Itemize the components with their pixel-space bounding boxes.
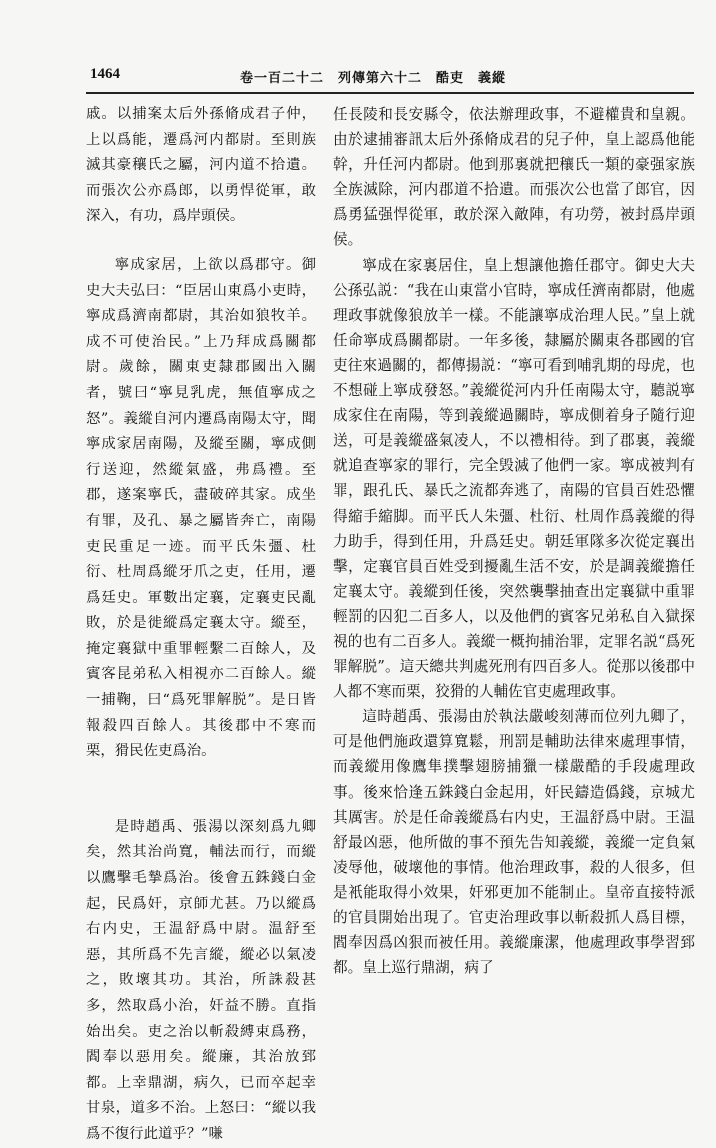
translation-text-column	[333, 102, 695, 980]
page-header	[90, 66, 690, 88]
header-rule	[86, 92, 694, 94]
page-number: 1464	[90, 66, 120, 82]
translation-paragraph: 這時趙禹、張湯由於執法嚴峻刻薄而位列九卿了，可是他們施政還算寬鬆，刑罰是輔助法律來處理事情，而義縱用像鷹隼撲擊翅膀捕獵一樣嚴酷的手段處理政事。後來恰逢五銖錢白金起用，奸民鑄造僞錢，京城尤其厲害。於是任命義縱爲右内史，王温舒爲中尉。王温舒最凶惡，他所做的事不預先告知義縱，義縱一定負氣凌辱他，破壞他的事情。他治理政事，殺的人很多，但是衹能取得小效果，奸邪更加不能制止。皇帝直接特派的官員開始出現了。官吏治理政事以斬殺抓人爲目標，閻奉因爲凶狠而被任用。義縱廉潔，他處理政事學習郅都。皇上巡行鼎湖，病了	[333, 708, 695, 977]
classical-text-column	[86, 102, 316, 1148]
classical-paragraph: 是時趙禹、張湯以深刻爲九卿矣，然其治尚寬，輔法而行，而縱以鷹擊毛摯爲治。後會五銖錢白金起，民爲奸，京師尤甚。乃以縱爲右内史，王温舒爲中尉。温舒至惡，其所爲不先言縱，縱必以氣凌之，敗壞其功。其治，所誅殺甚多，然取爲小治，奸益不勝。直指始出矣。吏之治以斬殺縛束爲務，閻奉以惡用矣。縱廉，其治放郅都。上幸鼎湖，病久，已而卒起幸甘泉，道多不治。上怒曰：“縱以我爲不復行此道乎？”嗛	[86, 818, 316, 1142]
translation-paragraph: 任長陵和長安縣令，依法辦理政事，不避權貴和皇親。由於逮捕審訊太后外孫脩成君的兒子仲，皇上認爲他能幹，升任河内都尉。他到那裏就把穰氏一類的豪强家族全族滅除，河内郡道不拾遺。而張次公也當了郎官，因爲勇猛强悍從軍，敢於深入敵陣，有功勞，被封爲岸頭侯。	[333, 106, 695, 249]
running-title: 卷一百二十二 列傳第六十二 酷吏 義縱	[240, 71, 507, 86]
classical-paragraph: 戚。以捕案太后外孫脩成君子仲，上以爲能，遷爲河内都尉。至則族滅其豪穰氏之屬，河内道不拾遺。而張次公亦爲郎，以勇悍從軍，敢深入，有功，爲岸頭侯。	[86, 106, 316, 225]
translation-paragraph: 寧成在家裏居住，皇上想讓他擔任郡守。御史大夫公孫弘説：“我在山東當小官時，寧成任濟南都尉，他處理政事就像狼放羊一樣。不能讓寧成治理人民。”皇上就任命寧成爲關都尉。一年多後，隸屬於關東各郡國的官吏往來過關的，都傳揚説：“寧可看到哺乳期的母虎，也不想碰上寧成發怒。”義縱從河内升任南陽太守，聽説寧成家住在南陽，等到義縱過關時，寧成側着身子隨行迎送，可是義縱盛氣凌人，不以禮相待。到了郡裏，義縱就追查寧家的罪行，完全毁滅了他們一家。寧成被判有罪，跟孔氏、暴氏之流都奔逃了，南陽的官員百姓恐懼得縮手縮脚。而平氏人朱彊、杜衍、杜周作爲義縱的得力助手，得到任用，升爲廷史。朝廷軍隊多次從定襄出擊，定襄官員百姓受到擾亂生活不安，於是調義縱擔任定襄太守。義縱到任後，突然襲擊抽查出定襄獄中重罪輕罰的囚犯二百多人，以及他們的賓客兄弟私自入獄探視的也有二百多人。義縱一概拘捕治罪，定罪名説“爲死罪解脱”。這天總共判處死刑有四百多人。從那以後郡中人都不寒而栗，狡猾的人輔佐官吏處理政事。	[333, 256, 695, 701]
classical-paragraph: 寧成家居，上欲以爲郡守。御史大夫弘曰：“臣居山東爲小吏時，寧成爲濟南都尉，其治如狼牧羊。成不可使治民。”上乃拜成爲關都尉。歲餘，關東吏隸郡國出入關者，號曰“寧見乳虎，無值寧成之怒”。義縱自河内遷爲南陽太守，聞寧成家居南陽，及縱至關，寧成側行送迎，然縱氣盛，弗爲禮。至郡，遂案寧氏，盡破碎其家。成坐有罪，及孔、暴之屬皆奔亡，南陽吏民重足一迹。而平氏朱彊、杜衍、杜周爲縱牙爪之吏，任用，遷爲廷史。軍數出定襄，定襄吏民亂敗，於是徙縱爲定襄太守。縱至，掩定襄獄中重罪輕繫二百餘人，及賓客昆弟私入相視亦二百餘人。縱一捕鞠，曰“爲死罪解脱”。是日皆報殺四百餘人。其後郡中不寒而栗，猾民佐吏爲治。	[86, 256, 316, 760]
